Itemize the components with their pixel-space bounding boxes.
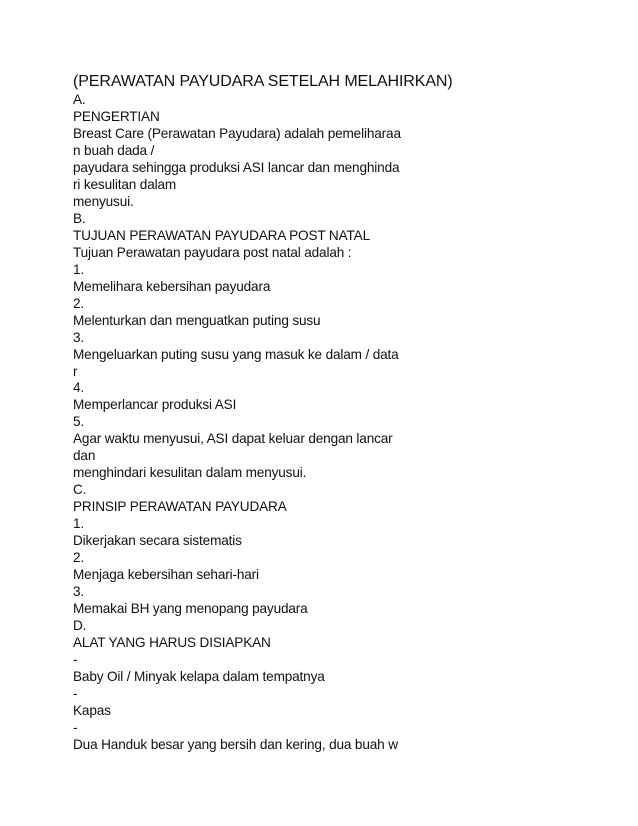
text-line: menyusui. (73, 193, 134, 209)
text-line: Breast Care (Perawatan Payudara) adalah pemeliharaa (73, 125, 401, 141)
text-line: Tujuan Perawatan payudara post natal adalah : (73, 244, 352, 260)
text-line: PRINSIP PERAWATAN PAYUDARA (73, 499, 287, 515)
text-line: Baby Oil / Minyak kelapa dalam tempatnya (73, 668, 325, 684)
text-line: Melenturkan dan menguatkan puting susu (73, 312, 321, 328)
text-line: - (73, 685, 78, 701)
text-line: 3. (73, 584, 85, 600)
text-line: 3. (73, 329, 85, 345)
text-line: r (73, 363, 78, 379)
text-line: payudara sehingga produksi ASI lancar dan menghinda (73, 159, 400, 175)
document-page (73, 0, 633, 826)
text-line: 1. (73, 261, 85, 277)
text-line: Memperlancar produksi ASI (73, 397, 237, 413)
document-title: (PERAWATAN PAYUDARA SETELAH MELAHIRKAN) (73, 73, 453, 90)
text-line: n buah dada / (73, 142, 155, 158)
text-line: 2. (73, 295, 85, 311)
text-line: Dikerjakan secara sistematis (73, 533, 242, 549)
text-line: PENGERTIAN (73, 108, 160, 124)
text-line: 2. (73, 550, 85, 566)
text-line: Mengeluarkan puting susu yang masuk ke dalam / data (73, 346, 399, 362)
text-line: 1. (73, 516, 85, 532)
text-line: - (73, 719, 78, 735)
text-line: - (73, 651, 78, 667)
text-line: Memakai BH yang menopang payudara (73, 601, 308, 617)
text-line: A. (73, 92, 86, 107)
text-line: dan (73, 448, 96, 464)
text-line: ri kesulitan dalam (73, 176, 177, 192)
text-line: Memelihara kebersihan payudara (73, 278, 271, 294)
text-line: 4. (73, 380, 85, 396)
text-line: ALAT YANG HARUS DISIAPKAN (73, 635, 271, 650)
text-line: Agar waktu menyusui, ASI dapat keluar dengan lancar (73, 431, 393, 447)
document-body (73, 92, 401, 754)
text-line: B. (73, 210, 86, 226)
text-line: Kapas (73, 702, 111, 718)
text-line: C. (73, 482, 87, 498)
text-line: D. (73, 618, 87, 634)
text-line: Menjaga kebersihan sehari-hari (73, 567, 259, 583)
text-line: menghindari kesulitan dalam menyusui. (73, 465, 307, 481)
text-line: TUJUAN PERAWATAN PAYUDARA POST NATAL (73, 227, 370, 243)
text-line: Dua Handuk besar yang bersih dan kering, dua buah w (73, 736, 398, 752)
text-line: 5. (73, 414, 85, 430)
